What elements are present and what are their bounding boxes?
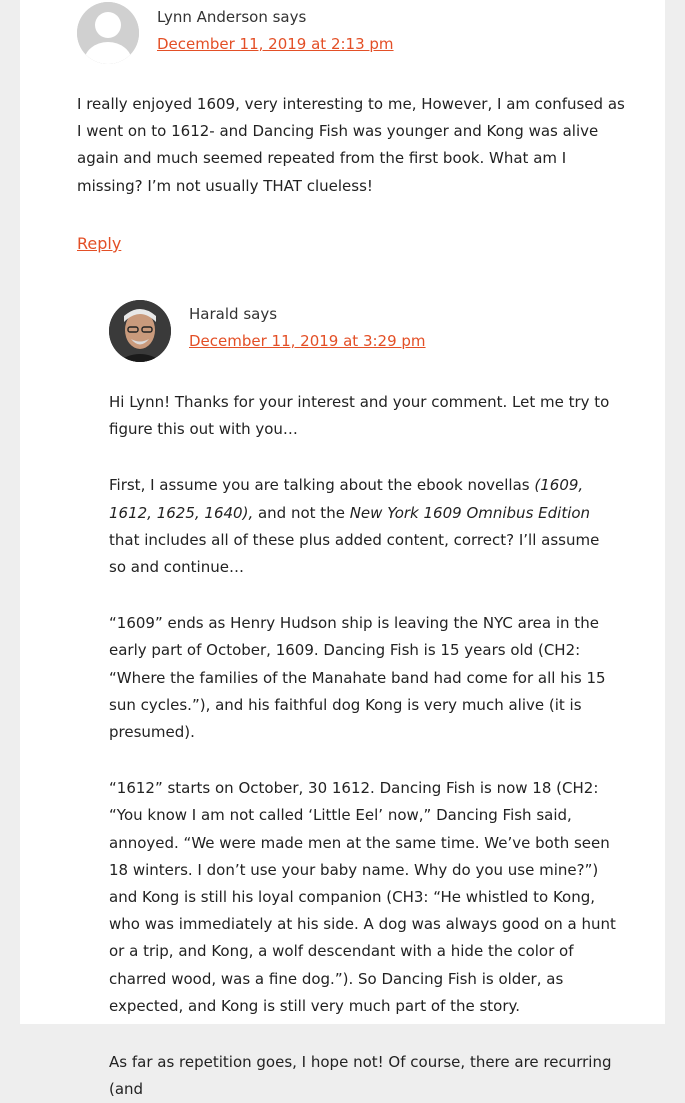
- harald-avatar-photo: [109, 300, 171, 362]
- paragraph-text: that includes all of these plus added content, correct? I’ll assume so and continue…: [109, 530, 600, 577]
- comment-body: [77, 91, 625, 200]
- author-name: Lynn Anderson: [157, 8, 268, 26]
- omnibus-title: New York 1609 Omnibus Edition: [349, 503, 591, 522]
- comments-page: [20, 0, 665, 1099]
- comment-paragraph-4: “1612” starts on October, 30 1612. Dancing Fish is now 18 (CH2: “You know I am not called ‘Little Eel’ now,” Dancing Fish said, annoyed. “We were made men at the same time. We’ve both seen 18 winters. I don’t use your baby name. Why do you use mine?”) and Kong is still his loyal companion (CH3: “He whistled to Kong, who was immediately at his side. A dog was always good on a hunt or a trip, and Kong, a wolf descendant with a hide the color of charred wood, was a fine dog.”). So Dancing Fish is older, as expected, and Kong is still very much part of the story.: [109, 779, 616, 1015]
- comment-paragraph-2: [109, 472, 619, 581]
- novella-titles: (1609, 1612, 1625, 1640),: [109, 476, 584, 522]
- comment-date-link[interactable]: December 11, 2019 at 3:29 pm: [189, 332, 426, 350]
- comment-paragraph-3: “1609” ends as Henry Hudson ship is leaving the NYC area in the early part of October, 1609. Dancing Fish is 15 years old (CH2: “Where the families of the Manahate band had come for all his 15 sun cycles.”), and his faithful dog Kong is very much alive (it is presumed).: [109, 614, 606, 742]
- paragraph-text: and not the: [253, 503, 350, 522]
- comment-body: [109, 389, 619, 1103]
- comment-paragraph: I really enjoyed 1609, very interesting to me, However, I am confused as I went on to 1612- and Dancing Fish was younger and Kong was alive again and much seemed repeated from the first book. What am I missing? I’m not usually THAT clueless!: [77, 95, 625, 195]
- comment-date-link[interactable]: December 11, 2019 at 2:13 pm: [157, 35, 394, 53]
- says-label: says: [272, 8, 307, 26]
- comment-paragraph-1: Hi Lynn! Thanks for your interest and your comment. Let me try to figure this out with you…: [109, 393, 610, 439]
- says-label: says: [243, 305, 278, 323]
- reply-button[interactable]: Reply: [77, 234, 122, 253]
- comment-harald: [20, 290, 665, 1099]
- comment-author: [189, 305, 277, 323]
- comment-lynn-anderson: [20, 0, 665, 270]
- default-avatar-icon: [77, 2, 139, 64]
- paragraph-text: First, I assume you are talking about the ebook novellas: [109, 476, 535, 495]
- comment-author: [157, 8, 306, 26]
- comment-paragraph-5: As far as repetition goes, I hope not! Of course, there are recurring (and: [109, 1053, 612, 1099]
- author-name: Harald: [189, 305, 239, 323]
